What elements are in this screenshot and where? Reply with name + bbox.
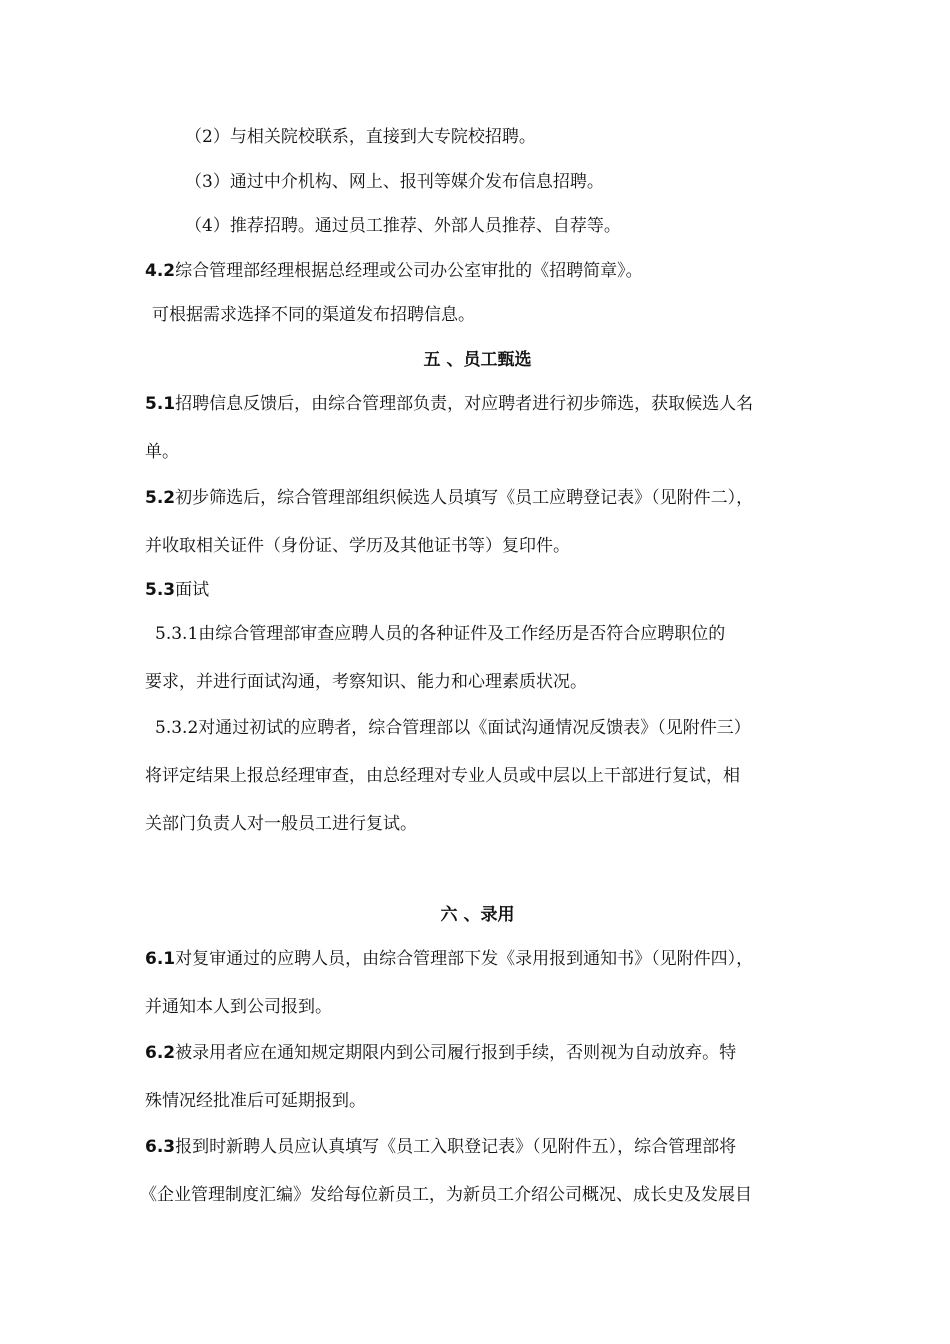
clause-5-3: 5.3面试: [145, 580, 210, 600]
clause-number: 5.3: [145, 580, 176, 600]
list-item-2: （2）与相关院校联系，直接到大专院校招聘。: [185, 127, 536, 147]
paragraph-line: 要求，并进行面试沟通，考察知识、能力和心理素质状况。: [145, 672, 587, 692]
list-item-3: （3）通过中介机构、网上、报刊等媒介发布信息招聘。: [185, 172, 604, 192]
paragraph-line: 关部门负责人对一般员工进行复试。: [145, 814, 417, 834]
paragraph-line: 《企业管理制度汇编》发给每位新员工，为新员工介绍公司概况、成长史及发展目: [140, 1185, 752, 1205]
clause-6-1: 6.1对复审通过的应聘人员，由综合管理部下发《录用报到通知书》（见附件四），: [145, 949, 754, 969]
clause-4-2: 4.2综合管理部经理根据总经理或公司办公室审批的《招聘简章》。: [145, 261, 643, 281]
paragraph-line: 并通知本人到公司报到。: [145, 997, 332, 1017]
paragraph-line: 单。: [145, 442, 179, 462]
clause-5-3-1: 5.3.1由综合管理部审查应聘人员的各种证件及工作经历是否符合应聘职位的: [155, 624, 726, 644]
paragraph-line: 并收取相关证件（身份证、学历及其他证书等）复印件。: [145, 536, 570, 556]
section-heading-6: 六 、录用: [440, 905, 515, 925]
clause-5-2: 5.2初步筛选后，综合管理部组织候选人员填写《员工应聘登记表》（见附件二），: [145, 488, 754, 508]
list-item-4: （4）推荐招聘。通过员工推荐、外部人员推荐、自荐等。: [185, 216, 621, 236]
section-heading-5: 五 、员工甄选: [423, 350, 532, 370]
clause-number: 6.2: [145, 1043, 176, 1063]
clause-number: 6.1: [145, 949, 176, 969]
paragraph-line: 殊情况经批准后可延期报到。: [145, 1091, 366, 1111]
clause-number: 4.2: [145, 261, 176, 281]
clause-6-3: 6.3报到时新聘人员应认真填写《员工入职登记表》（见附件五），综合管理部将: [145, 1137, 737, 1157]
clause-5-3-2: 5.3.2对通过初试的应聘者，综合管理部以《面试沟通情况反馈表》（见附件三）: [155, 718, 751, 738]
paragraph-line: 将评定结果上报总经理审查，由总经理对专业人员或中层以上干部进行复试，相: [145, 766, 740, 786]
clause-number: 6.3: [145, 1137, 176, 1157]
clause-number: 5.1: [145, 394, 176, 414]
clause-5-1: 5.1招聘信息反馈后，由综合管理部负责，对应聘者进行初步筛选，获取候选人名: [145, 394, 754, 414]
paragraph-line: 可根据需求选择不同的渠道发布招聘信息。: [152, 305, 475, 325]
clause-number: 5.2: [145, 488, 176, 508]
clause-6-2: 6.2被录用者应在通知规定期限内到公司履行报到手续，否则视为自动放弃。特: [145, 1043, 737, 1063]
